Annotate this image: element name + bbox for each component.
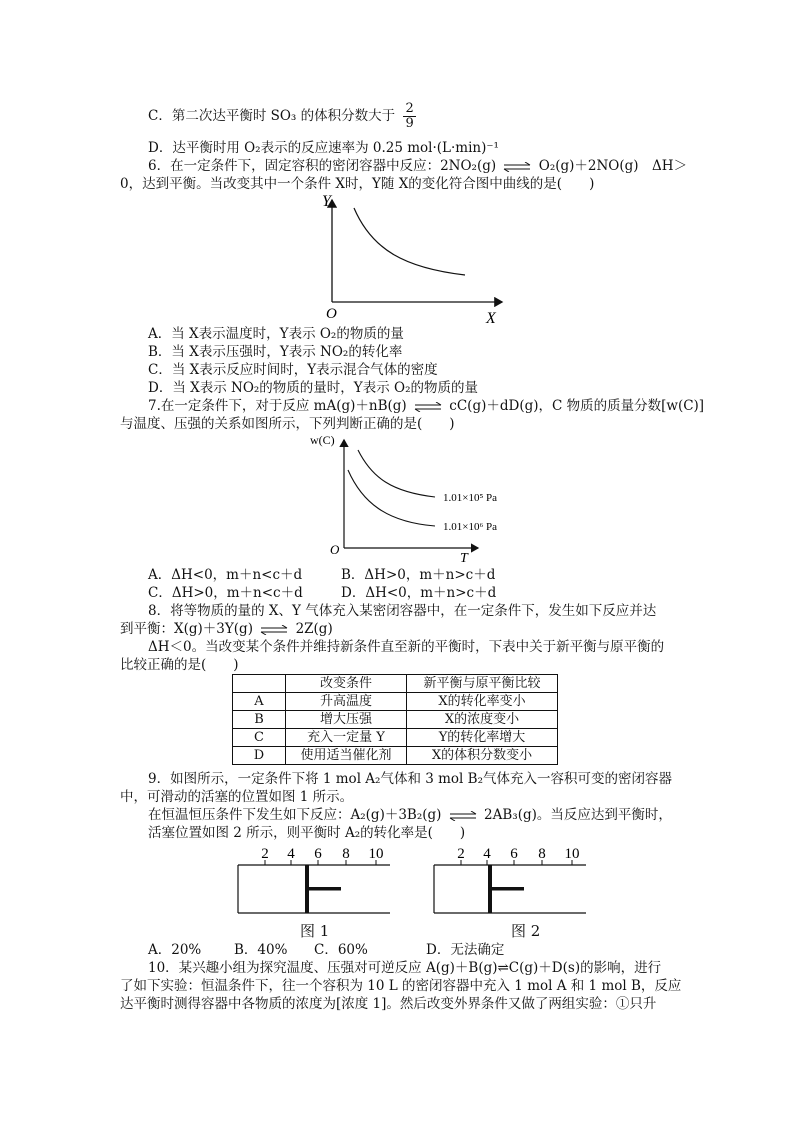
q9-figure-2	[432, 840, 592, 918]
table-header-cell: 改变条件	[286, 675, 407, 693]
table-header-row	[233, 675, 558, 693]
q8-comparison-table	[232, 674, 558, 765]
equilibrium-arrow-icon	[259, 625, 289, 635]
table-row	[233, 729, 558, 747]
q10-stem-line1: 10．某兴趣小组为探究温度、压强对可逆反应 A(g)＋B(g)⇌C(g)＋D(s)的影响，进行	[148, 960, 662, 976]
equilibrium-arrow-icon	[448, 811, 478, 821]
q6-option-c: C．当 X表示反应时间时，Y表示混合气体的密度	[148, 362, 438, 378]
q6-x-label: X	[486, 310, 496, 325]
q9-stem-line2: 中，可滑动的活塞的位置如图 1 所示。	[120, 789, 354, 805]
scale-tick-label: 4	[483, 846, 491, 862]
q9-stem-line1: 9．如图所示，一定条件下将 1 mol A₂气体和 3 mol B₂气体充入一容积可变的密闭容器	[148, 771, 673, 787]
q6-origin: O	[326, 306, 337, 322]
table-cell: X的转化率变小	[407, 693, 558, 711]
table-cell: C	[233, 729, 286, 747]
q8-stem-line3: ΔH＜0。当改变某个条件并维持新条件直至新的平衡时，下表中关于新平衡与原平衡的	[148, 639, 665, 655]
scale-tick-label: 2	[457, 846, 465, 862]
table-cell: 充入一定量 Y	[286, 729, 407, 747]
q8-stem-line1: 8．将等物质的量的 X、Y 气体充入某密闭容器中，在一定条件下，发生如下反应并达	[148, 603, 657, 619]
q7-stem-line2: 与温度、压强的关系如图所示，下列判断正确的是( )	[120, 416, 455, 432]
q6-graph	[310, 190, 510, 325]
piston-rod	[488, 887, 524, 891]
q7-x-label: T	[460, 551, 468, 565]
q6-stem-line1: 6．在一定条件下，固定容积的密闭容器中反应：2NO₂(g) O₂(g)＋2NO(g) ΔH＞	[148, 158, 688, 174]
table-row	[233, 747, 558, 765]
q7-curve-1	[358, 450, 435, 497]
q9-stem-line4: 活塞位置如图 2 所示，则平衡时 A₂的转化率是( )	[148, 825, 466, 841]
q9-option-c: C．60%	[314, 942, 368, 958]
q9-stem-line3: 在恒温恒压条件下发生如下反应：A₂(g)＋3B₂(g) 2AB₃(g)。当反应达到平衡时，	[148, 807, 672, 823]
table-cell: A	[233, 693, 286, 711]
piston-rod	[305, 887, 341, 891]
scale-tick-label: 6	[510, 846, 518, 862]
table-cell: B	[233, 711, 286, 729]
table-cell: Y的转化率增大	[407, 729, 558, 747]
scale-tick-label: 10	[368, 846, 384, 862]
q6-stem-line2: 0，达到平衡。当改变其中一个条件 X时，Y随 X的变化符合图中曲线的是( )	[120, 176, 595, 192]
equilibrium-arrow-icon	[413, 402, 443, 412]
scale-tick-label: 8	[538, 846, 546, 862]
q6-option-b: B．当 X表示压强时，Y表示 NO₂的转化率	[148, 344, 403, 360]
q7-stem-line1: 7.在一定条件下，对于反应 mA(g)＋nB(g) cC(g)＋dD(g)，C 物质的质量分数[w(C)]	[148, 398, 705, 414]
q9-option-d: D．无法确定	[426, 942, 505, 958]
q6-y-label: Y	[322, 193, 331, 210]
q7-curve-1-label: 1.01×10⁵ Pa	[443, 492, 498, 504]
q7-y-label: w(C)	[310, 433, 335, 447]
table-cell: 增大压强	[286, 711, 407, 729]
q6-option-d: D．当 X表示 NO₂的物质的量时，Y表示 O₂的物质的量	[148, 380, 478, 396]
fig2-caption: 图 2	[511, 922, 541, 940]
table-header-cell: 新平衡与原平衡比较	[407, 675, 558, 693]
table-cell: D	[233, 747, 286, 765]
table-cell: X的浓度变小	[407, 711, 558, 729]
q10-stem-line3: 达平衡时测得容器中各物质的浓度为[浓度 1]。然后改变外界条件又做了两组实验：①只升	[120, 996, 657, 1012]
table-row	[233, 711, 558, 729]
table-cell: 升高温度	[286, 693, 407, 711]
q9-option-a: A．20%	[148, 942, 202, 958]
scale-tick-label: 6	[314, 846, 322, 862]
q7-curve-2	[348, 470, 435, 526]
q6-option-a: A．当 X表示温度时，Y表示 O₂的物质的量	[148, 326, 404, 342]
scale-tick-label: 2	[261, 846, 269, 862]
q7-option-c: C．ΔH>0，m＋n<c＋d	[148, 585, 303, 601]
q7-graph	[300, 430, 530, 565]
table-cell: X的体积分数变小	[407, 747, 558, 765]
equilibrium-arrow-icon	[502, 162, 532, 172]
q6-curve	[354, 208, 465, 275]
q5-option-d: D．达平衡时用 O₂表示的反应速率为 0.25 mol·(L·min)⁻¹	[148, 140, 499, 156]
table-header-cell	[233, 675, 286, 693]
q7-option-d: D．ΔH<0，m＋n>c＋d	[341, 585, 497, 601]
q7-origin: O	[330, 542, 340, 557]
q9-option-b: B．40%	[234, 942, 288, 958]
q10-stem-line2: 了如下实验：恒温条件下，往一个容积为 10 L 的密闭容器中充入 1 mol A 和 1 mol B，反应	[120, 978, 682, 994]
q7-curve-2-label: 1.01×10⁶ Pa	[443, 521, 498, 533]
fraction: $\frac{2}{9}$	[405, 101, 414, 131]
q8-stem-line4: 比较正确的是( )	[120, 657, 239, 673]
fig1-caption: 图 1	[300, 922, 330, 940]
scale-tick-label: 10	[564, 846, 580, 862]
table-row	[233, 693, 558, 711]
q7-option-a: A．ΔH<0，m＋n<c＋d	[148, 567, 303, 583]
scale-tick-label: 8	[342, 846, 350, 862]
q8-stem-line2: 到平衡：X(g)＋3Y(g) 2Z(g)	[120, 621, 333, 637]
table-cell: 使用适当催化剂	[286, 747, 407, 765]
q7-option-b: B．ΔH>0，m＋n>c＋d	[341, 567, 496, 583]
q5-option-c: C．第二次达平衡时 SO₃ 的体积分数大于 $\frac{2}{9}$	[148, 101, 414, 131]
q9-figure-1	[236, 840, 396, 918]
scale-tick-label: 4	[287, 846, 295, 862]
